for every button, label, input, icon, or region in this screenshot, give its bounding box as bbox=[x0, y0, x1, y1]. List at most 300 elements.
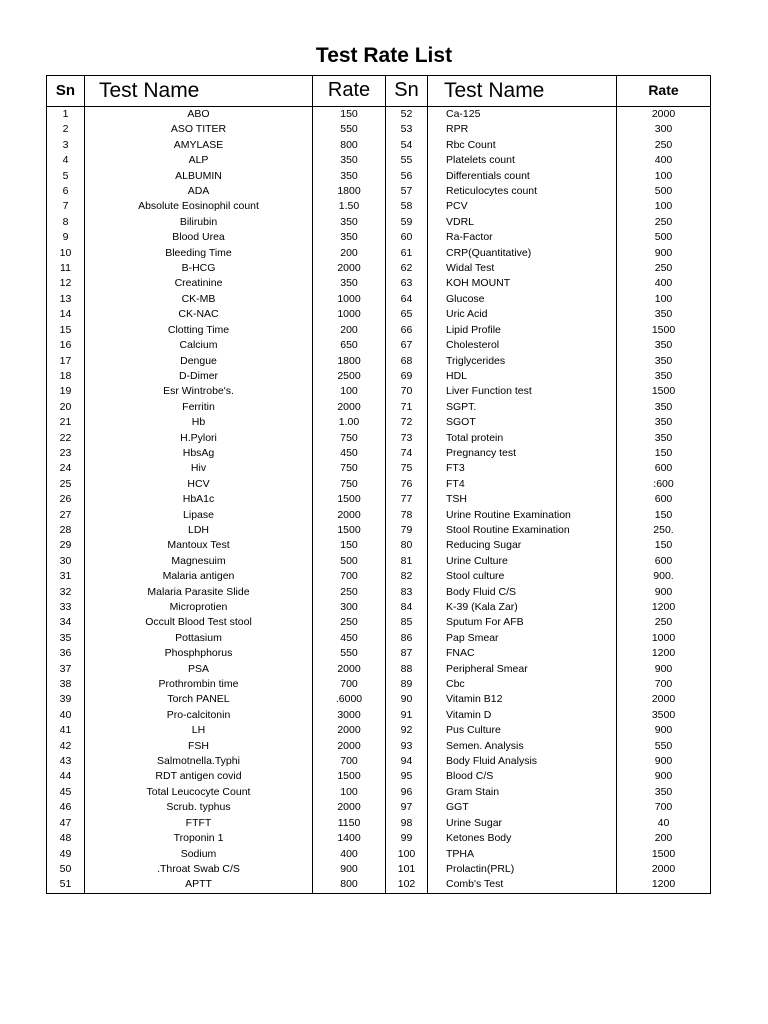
serial-number: 41 bbox=[47, 723, 85, 738]
serial-number: 45 bbox=[47, 785, 85, 800]
test-name-2: Urine Culture bbox=[428, 554, 617, 569]
test-name: HCV bbox=[85, 477, 313, 492]
test-name: CK-NAC bbox=[85, 307, 313, 322]
table-row bbox=[47, 523, 711, 538]
test-name: CK-MB bbox=[85, 292, 313, 307]
test-rate-2: 250 bbox=[617, 261, 711, 276]
test-name-2: FT3 bbox=[428, 461, 617, 476]
test-name-2: SGPT. bbox=[428, 400, 617, 415]
test-rate: 2000 bbox=[313, 800, 386, 815]
test-name-2: Vitamin D bbox=[428, 708, 617, 723]
test-rate-2: 550 bbox=[617, 739, 711, 754]
table-row bbox=[47, 292, 711, 307]
serial-number: 23 bbox=[47, 446, 85, 461]
test-rate: 350 bbox=[313, 169, 386, 184]
test-rate: 750 bbox=[313, 477, 386, 492]
test-name-2: Platelets count bbox=[428, 153, 617, 168]
serial-number: 31 bbox=[47, 569, 85, 584]
test-name-2: PCV bbox=[428, 199, 617, 214]
serial-number: 18 bbox=[47, 369, 85, 384]
test-rate: 700 bbox=[313, 677, 386, 692]
serial-number-2: 53 bbox=[386, 122, 428, 137]
test-name: AMYLASE bbox=[85, 138, 313, 153]
test-name: Hb bbox=[85, 415, 313, 430]
test-name-2: KOH MOUNT bbox=[428, 276, 617, 291]
table-row bbox=[47, 877, 711, 893]
table-row bbox=[47, 615, 711, 630]
table-row bbox=[47, 230, 711, 245]
serial-number: 8 bbox=[47, 215, 85, 230]
test-rate-2: 150 bbox=[617, 508, 711, 523]
test-name-2: Liver Function test bbox=[428, 384, 617, 399]
serial-number-2: 89 bbox=[386, 677, 428, 692]
serial-number-2: 90 bbox=[386, 692, 428, 707]
test-rate-2: 900. bbox=[617, 569, 711, 584]
serial-number-2: 75 bbox=[386, 461, 428, 476]
serial-number: 25 bbox=[47, 477, 85, 492]
table-row bbox=[47, 508, 711, 523]
serial-number: 2 bbox=[47, 122, 85, 137]
test-name-2: SGOT bbox=[428, 415, 617, 430]
serial-number: 29 bbox=[47, 538, 85, 553]
serial-number-2: 100 bbox=[386, 847, 428, 862]
test-rate: 2000 bbox=[313, 739, 386, 754]
test-name-2: Pregnancy test bbox=[428, 446, 617, 461]
serial-number-2: 91 bbox=[386, 708, 428, 723]
test-name: Absolute Eosinophil count bbox=[85, 199, 313, 214]
table-row bbox=[47, 585, 711, 600]
test-name-2: Sputum For AFB bbox=[428, 615, 617, 630]
serial-number-2: 56 bbox=[386, 169, 428, 184]
serial-number: 27 bbox=[47, 508, 85, 523]
serial-number: 39 bbox=[47, 692, 85, 707]
serial-number-2: 77 bbox=[386, 492, 428, 507]
test-name-2: Ketones Body bbox=[428, 831, 617, 846]
test-name-2: Gram Stain bbox=[428, 785, 617, 800]
serial-number: 28 bbox=[47, 523, 85, 538]
test-name: Microprotien bbox=[85, 600, 313, 615]
test-rate: 2000 bbox=[313, 723, 386, 738]
table-row bbox=[47, 631, 711, 646]
test-rate: 700 bbox=[313, 754, 386, 769]
table-row bbox=[47, 369, 711, 384]
serial-number-2: 80 bbox=[386, 538, 428, 553]
serial-number: 36 bbox=[47, 646, 85, 661]
test-rate-2: 900 bbox=[617, 662, 711, 677]
serial-number-2: 84 bbox=[386, 600, 428, 615]
table-row bbox=[47, 492, 711, 507]
test-name: B-HCG bbox=[85, 261, 313, 276]
test-rate-2: 400 bbox=[617, 276, 711, 291]
test-rate: 550 bbox=[313, 122, 386, 137]
test-rate-2: 2000 bbox=[617, 692, 711, 707]
test-rate: 750 bbox=[313, 431, 386, 446]
table-row bbox=[47, 847, 711, 862]
serial-number: 51 bbox=[47, 877, 85, 893]
test-rate: 1150 bbox=[313, 816, 386, 831]
test-rate-2: 500 bbox=[617, 184, 711, 199]
table-row bbox=[47, 307, 711, 322]
table-row bbox=[47, 831, 711, 846]
serial-number-2: 94 bbox=[386, 754, 428, 769]
test-rate: 350 bbox=[313, 230, 386, 245]
test-name: .Throat Swab C/S bbox=[85, 862, 313, 877]
serial-number: 50 bbox=[47, 862, 85, 877]
header-rate: Rate bbox=[313, 76, 386, 107]
test-name-2: Urine Routine Examination bbox=[428, 508, 617, 523]
test-rate: 500 bbox=[313, 554, 386, 569]
test-name-2: Cholesterol bbox=[428, 338, 617, 353]
test-name-2: VDRL bbox=[428, 215, 617, 230]
serial-number: 34 bbox=[47, 615, 85, 630]
test-rate-2: 700 bbox=[617, 800, 711, 815]
test-name: Scrub. typhus bbox=[85, 800, 313, 815]
serial-number-2: 86 bbox=[386, 631, 428, 646]
serial-number: 32 bbox=[47, 585, 85, 600]
test-name-2: FT4 bbox=[428, 477, 617, 492]
test-name: APTT bbox=[85, 877, 313, 893]
test-name: Phosphphorus bbox=[85, 646, 313, 661]
table-row bbox=[47, 400, 711, 415]
header-test-name-2: Test Name bbox=[428, 76, 617, 107]
serial-number-2: 64 bbox=[386, 292, 428, 307]
serial-number-2: 81 bbox=[386, 554, 428, 569]
serial-number-2: 52 bbox=[386, 107, 428, 123]
test-rate-2: 600 bbox=[617, 554, 711, 569]
test-rate-2: 900 bbox=[617, 723, 711, 738]
test-name-2: Ra-Factor bbox=[428, 230, 617, 245]
test-name-2: Widal Test bbox=[428, 261, 617, 276]
serial-number: 26 bbox=[47, 492, 85, 507]
table-row bbox=[47, 276, 711, 291]
serial-number: 48 bbox=[47, 831, 85, 846]
serial-number: 11 bbox=[47, 261, 85, 276]
test-rate: 300 bbox=[313, 600, 386, 615]
test-name: ALP bbox=[85, 153, 313, 168]
test-name: Occult Blood Test stool bbox=[85, 615, 313, 630]
test-rate-2: 900 bbox=[617, 769, 711, 784]
test-rate-2: 100 bbox=[617, 199, 711, 214]
table-row bbox=[47, 199, 711, 214]
test-name: ABO bbox=[85, 107, 313, 123]
test-rate: 350 bbox=[313, 276, 386, 291]
test-rate: 2500 bbox=[313, 369, 386, 384]
test-name-2: TPHA bbox=[428, 847, 617, 862]
test-rate: 200 bbox=[313, 323, 386, 338]
table-row bbox=[47, 384, 711, 399]
test-rate-2: 350 bbox=[617, 415, 711, 430]
test-rate: 700 bbox=[313, 569, 386, 584]
table-row bbox=[47, 338, 711, 353]
test-name: LDH bbox=[85, 523, 313, 538]
test-rate-2: 1500 bbox=[617, 323, 711, 338]
serial-number: 49 bbox=[47, 847, 85, 862]
header-sn: Sn bbox=[47, 76, 85, 107]
serial-number: 17 bbox=[47, 354, 85, 369]
test-rate-2: 350 bbox=[617, 431, 711, 446]
header-test-name: Test Name bbox=[85, 76, 313, 107]
test-rate-2: 900 bbox=[617, 246, 711, 261]
test-rate: 800 bbox=[313, 877, 386, 893]
serial-number-2: 73 bbox=[386, 431, 428, 446]
serial-number: 7 bbox=[47, 199, 85, 214]
test-rate: 1800 bbox=[313, 354, 386, 369]
test-rate: 1000 bbox=[313, 292, 386, 307]
test-name-2: Urine Sugar bbox=[428, 816, 617, 831]
test-rate: .6000 bbox=[313, 692, 386, 707]
test-rate: 100 bbox=[313, 384, 386, 399]
serial-number: 21 bbox=[47, 415, 85, 430]
test-name: Esr Wintrobe's. bbox=[85, 384, 313, 399]
test-name-2: FNAC bbox=[428, 646, 617, 661]
test-name: Lipase bbox=[85, 508, 313, 523]
test-name: H.Pylori bbox=[85, 431, 313, 446]
test-rate: 1500 bbox=[313, 492, 386, 507]
serial-number: 33 bbox=[47, 600, 85, 615]
table-row bbox=[47, 600, 711, 615]
test-rate-2: 600 bbox=[617, 492, 711, 507]
test-name: Torch PANEL bbox=[85, 692, 313, 707]
serial-number-2: 82 bbox=[386, 569, 428, 584]
table-row bbox=[47, 323, 711, 338]
serial-number-2: 61 bbox=[386, 246, 428, 261]
table-row bbox=[47, 107, 711, 123]
serial-number-2: 99 bbox=[386, 831, 428, 846]
table-row bbox=[47, 692, 711, 707]
serial-number: 10 bbox=[47, 246, 85, 261]
serial-number: 5 bbox=[47, 169, 85, 184]
test-rate: 2000 bbox=[313, 508, 386, 523]
test-rate: 400 bbox=[313, 847, 386, 862]
table-row bbox=[47, 754, 711, 769]
test-name-2: Semen. Analysis bbox=[428, 739, 617, 754]
test-name: Troponin 1 bbox=[85, 831, 313, 846]
test-rate: 100 bbox=[313, 785, 386, 800]
test-rate-2: 250. bbox=[617, 523, 711, 538]
test-name-2: Body Fluid C/S bbox=[428, 585, 617, 600]
serial-number-2: 60 bbox=[386, 230, 428, 245]
test-rate-2: 100 bbox=[617, 292, 711, 307]
serial-number: 19 bbox=[47, 384, 85, 399]
test-rate-2: 1200 bbox=[617, 877, 711, 893]
test-name-2: Reticulocytes count bbox=[428, 184, 617, 199]
test-rate-2: 350 bbox=[617, 785, 711, 800]
table-row bbox=[47, 708, 711, 723]
test-rate-2: 250 bbox=[617, 615, 711, 630]
serial-number: 4 bbox=[47, 153, 85, 168]
serial-number-2: 102 bbox=[386, 877, 428, 893]
test-name-2: Stool culture bbox=[428, 569, 617, 584]
test-rate: 250 bbox=[313, 615, 386, 630]
table-row bbox=[47, 446, 711, 461]
header-rate-2: Rate bbox=[617, 76, 711, 107]
test-name: RDT antigen covid bbox=[85, 769, 313, 784]
test-rate: 450 bbox=[313, 446, 386, 461]
table-row bbox=[47, 646, 711, 661]
serial-number-2: 92 bbox=[386, 723, 428, 738]
test-name-2: Lipid Profile bbox=[428, 323, 617, 338]
test-name-2: Ca-125 bbox=[428, 107, 617, 123]
serial-number: 38 bbox=[47, 677, 85, 692]
test-rate: 800 bbox=[313, 138, 386, 153]
table-row bbox=[47, 538, 711, 553]
serial-number-2: 71 bbox=[386, 400, 428, 415]
serial-number-2: 57 bbox=[386, 184, 428, 199]
test-rate-2: 1500 bbox=[617, 384, 711, 399]
test-name: Ferritin bbox=[85, 400, 313, 415]
serial-number-2: 83 bbox=[386, 585, 428, 600]
serial-number: 20 bbox=[47, 400, 85, 415]
test-rate-2: 350 bbox=[617, 400, 711, 415]
serial-number-2: 72 bbox=[386, 415, 428, 430]
serial-number: 13 bbox=[47, 292, 85, 307]
test-name: LH bbox=[85, 723, 313, 738]
test-name: HbA1c bbox=[85, 492, 313, 507]
rate-table bbox=[46, 75, 711, 894]
test-rate: 2000 bbox=[313, 261, 386, 276]
test-rate: 550 bbox=[313, 646, 386, 661]
test-rate-2: 350 bbox=[617, 369, 711, 384]
test-rate: 1000 bbox=[313, 307, 386, 322]
test-rate: 150 bbox=[313, 107, 386, 123]
test-name: ASO TITER bbox=[85, 122, 313, 137]
test-rate: 250 bbox=[313, 585, 386, 600]
table-row bbox=[47, 153, 711, 168]
serial-number: 47 bbox=[47, 816, 85, 831]
test-name-2: Cbc bbox=[428, 677, 617, 692]
serial-number-2: 97 bbox=[386, 800, 428, 815]
test-rate-2: 1000 bbox=[617, 631, 711, 646]
test-rate-2: :600 bbox=[617, 477, 711, 492]
serial-number-2: 67 bbox=[386, 338, 428, 353]
test-name-2: Rbc Count bbox=[428, 138, 617, 153]
table-row bbox=[47, 246, 711, 261]
serial-number: 24 bbox=[47, 461, 85, 476]
serial-number: 14 bbox=[47, 307, 85, 322]
test-name: HbsAg bbox=[85, 446, 313, 461]
serial-number-2: 101 bbox=[386, 862, 428, 877]
test-name-2: Stool Routine Examination bbox=[428, 523, 617, 538]
test-rate: 900 bbox=[313, 862, 386, 877]
test-name-2: TSH bbox=[428, 492, 617, 507]
test-rate-2: 40 bbox=[617, 816, 711, 831]
serial-number: 35 bbox=[47, 631, 85, 646]
serial-number: 22 bbox=[47, 431, 85, 446]
test-name: Mantoux Test bbox=[85, 538, 313, 553]
test-name: D-Dimer bbox=[85, 369, 313, 384]
serial-number-2: 59 bbox=[386, 215, 428, 230]
test-name-2: Glucose bbox=[428, 292, 617, 307]
test-name-2: Uric Acid bbox=[428, 307, 617, 322]
test-name-2: Differentials count bbox=[428, 169, 617, 184]
serial-number: 30 bbox=[47, 554, 85, 569]
test-rate-2: 400 bbox=[617, 153, 711, 168]
serial-number-2: 96 bbox=[386, 785, 428, 800]
serial-number-2: 93 bbox=[386, 739, 428, 754]
test-rate: 2000 bbox=[313, 662, 386, 677]
serial-number: 42 bbox=[47, 739, 85, 754]
serial-number-2: 95 bbox=[386, 769, 428, 784]
test-name-2: Prolactin(PRL) bbox=[428, 862, 617, 877]
test-name-2: Body Fluid Analysis bbox=[428, 754, 617, 769]
test-rate: 200 bbox=[313, 246, 386, 261]
test-name-2: Vitamin B12 bbox=[428, 692, 617, 707]
serial-number-2: 70 bbox=[386, 384, 428, 399]
test-rate: 350 bbox=[313, 153, 386, 168]
test-name: FSH bbox=[85, 739, 313, 754]
test-name-2: Blood C/S bbox=[428, 769, 617, 784]
table-row bbox=[47, 569, 711, 584]
test-name-2: Pus Culture bbox=[428, 723, 617, 738]
test-name-2: GGT bbox=[428, 800, 617, 815]
test-name: Total Leucocyte Count bbox=[85, 785, 313, 800]
test-name-2: Peripheral Smear bbox=[428, 662, 617, 677]
serial-number: 44 bbox=[47, 769, 85, 784]
table-row bbox=[47, 785, 711, 800]
test-name: Salmotnella.Typhi bbox=[85, 754, 313, 769]
serial-number-2: 87 bbox=[386, 646, 428, 661]
test-name: Creatinine bbox=[85, 276, 313, 291]
serial-number: 12 bbox=[47, 276, 85, 291]
table-row bbox=[47, 431, 711, 446]
test-name: Dengue bbox=[85, 354, 313, 369]
serial-number-2: 88 bbox=[386, 662, 428, 677]
serial-number-2: 98 bbox=[386, 816, 428, 831]
table-row bbox=[47, 554, 711, 569]
serial-number-2: 58 bbox=[386, 199, 428, 214]
serial-number: 1 bbox=[47, 107, 85, 123]
serial-number-2: 55 bbox=[386, 153, 428, 168]
table-row bbox=[47, 122, 711, 137]
serial-number: 37 bbox=[47, 662, 85, 677]
test-name-2: K-39 (Kala Zar) bbox=[428, 600, 617, 615]
test-rate: 1.00 bbox=[313, 415, 386, 430]
test-rate: 2000 bbox=[313, 400, 386, 415]
serial-number-2: 78 bbox=[386, 508, 428, 523]
test-name: Malaria Parasite Slide bbox=[85, 585, 313, 600]
test-rate-2: 700 bbox=[617, 677, 711, 692]
test-rate: 750 bbox=[313, 461, 386, 476]
test-rate-2: 1200 bbox=[617, 646, 711, 661]
test-name: Clotting Time bbox=[85, 323, 313, 338]
serial-number-2: 68 bbox=[386, 354, 428, 369]
table-row bbox=[47, 723, 711, 738]
test-rate-2: 1500 bbox=[617, 847, 711, 862]
table-row bbox=[47, 261, 711, 276]
test-rate-2: 100 bbox=[617, 169, 711, 184]
serial-number-2: 74 bbox=[386, 446, 428, 461]
test-name: Pro-calcitonin bbox=[85, 708, 313, 723]
test-rate-2: 250 bbox=[617, 138, 711, 153]
test-name-2: Pap Smear bbox=[428, 631, 617, 646]
test-rate-2: 3500 bbox=[617, 708, 711, 723]
test-name: PSA bbox=[85, 662, 313, 677]
test-rate: 650 bbox=[313, 338, 386, 353]
test-name: Blood Urea bbox=[85, 230, 313, 245]
test-rate-2: 150 bbox=[617, 446, 711, 461]
test-name: Magnesuim bbox=[85, 554, 313, 569]
test-name-2: Total protein bbox=[428, 431, 617, 446]
serial-number: 9 bbox=[47, 230, 85, 245]
test-name: Malaria antigen bbox=[85, 569, 313, 584]
table-row bbox=[47, 415, 711, 430]
serial-number-2: 76 bbox=[386, 477, 428, 492]
serial-number-2: 79 bbox=[386, 523, 428, 538]
test-rate: 1500 bbox=[313, 523, 386, 538]
table-row bbox=[47, 461, 711, 476]
test-rate: 1800 bbox=[313, 184, 386, 199]
serial-number: 46 bbox=[47, 800, 85, 815]
